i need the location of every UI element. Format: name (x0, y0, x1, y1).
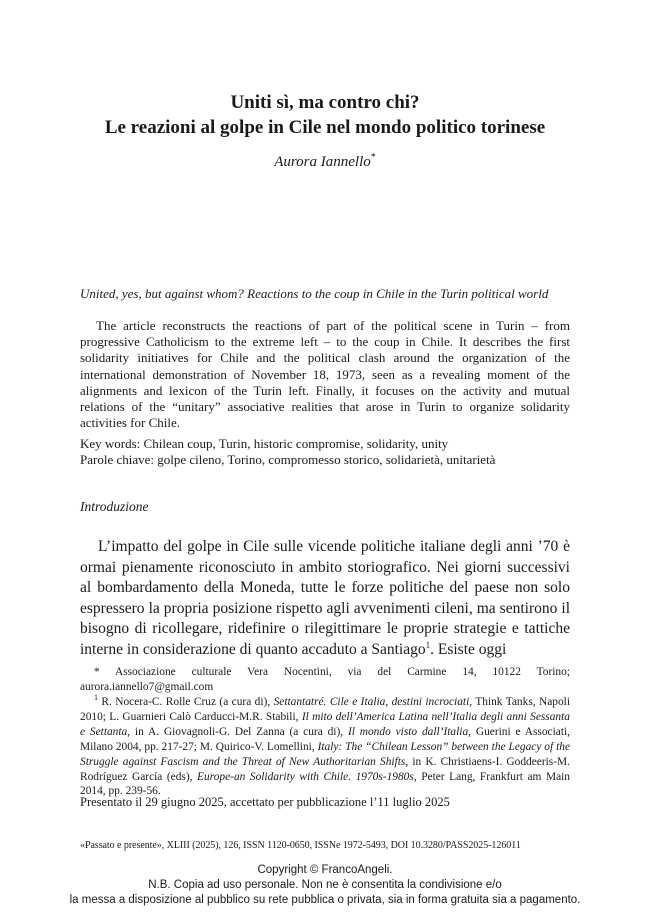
keywords-italian: Parole chiave: golpe cileno, Torino, compromesso storico, solidarietà, unitarietà (80, 452, 496, 467)
footnote-work-title: Settantatré. Cile e Italia, destini incrociati (273, 696, 470, 708)
paragraph-text-continued: . Esiste oggi (430, 640, 507, 658)
author-name-text: Aurora Iannello (274, 154, 371, 170)
body-paragraph (80, 537, 570, 661)
footnote-reference: 1 (425, 639, 431, 650)
abstract-body: The article reconstructs the reactions of part of the political scene in Turin – from progressive Catholicism to the extreme left – to the coup in Chile. It describes the first solidarity initiatives for Chile and the political clash around the organization of the international demonstration of November 18, 1973, seen as a revealing moment of the alignments and lexicon of the Turin left. Finally, it focuses on the activity and mutual relations of the “unitary” associative realities that arose in Turin to organize solidarity activities for Chile. (80, 318, 570, 431)
footnote-work-title: Europe-an Solidarity with Chile. 1970s-1980s (197, 770, 414, 783)
author-name (0, 152, 650, 171)
author-footnote: * Associazione culturale Vera Nocentini, via del Carmine 14, 10122 Torino; aurora.iannello7@gmail.com (80, 666, 570, 693)
section-heading: Introduzione (80, 499, 149, 514)
journal-citation: «Passato e presente», XLIII (2025), 126, ISSN 1120-0650, ISSNe 1972-5493, DOI 10.3280/PASS2025-126011 (80, 840, 521, 851)
footnote-text: , Guerini e Associati, Milano 2004, pp. 217-27; M. Quirico-V. Lomellini, (80, 725, 570, 753)
paragraph-text: L’impatto del golpe in Cile sulle vicende politiche italiane degli anni ’70 è ormai pienamente riconosciuto in ambito storiografico. Nei giorni successivi al bombardamento della Moneda, tutte le forze politiche del paese non solo espressero la propria posizione rispetto agli avvenimenti cileni, ma sentirono il bisogno di ricollegare, ridefinire o rilegittimare le proprie strategie e tattiche interne in considerazione di quanto accaduto a Santiago (80, 538, 570, 658)
footnote-work-title: Il mito dell’America Latina nell’Italia degli anni Sessanta e Settanta (80, 710, 570, 738)
footnote-text: , Think Tanks, Napoli 2010; L. Guarnieri Calò Carducci-M.R. Stabili, (80, 696, 571, 723)
footnote-1-number: 1 (94, 693, 98, 703)
keywords-english: Key words: Chilean coup, Turin, historic compromise, solidarity, unity (80, 436, 449, 451)
footnote-text: R. Nocera-C. Rolle Cruz (a cura di), (98, 696, 274, 708)
submission-dates: Presentato il 29 giugno 2025, accettato per pubblicazione l’11 luglio 2025 (80, 795, 450, 809)
footnote-text: , in A. Giovagnoli-G. Del Zanna (a cura di), (127, 725, 348, 738)
copyright-line: Copyright © FrancoAngeli. (257, 864, 393, 876)
footnote-1 (80, 695, 570, 799)
footnote-text: , in K. Christiaens-I. Goddeeris-M. Rodríguez García (eds), (80, 755, 570, 783)
abstract-title: United, yes, but against whom? Reactions to the coup in Chile in the Turin political world (80, 286, 549, 301)
article-title-line-2: Le reazioni al golpe in Cile nel mondo politico torinese (104, 117, 546, 138)
author-note-mark: * (370, 152, 376, 163)
license-notice-line-2: la messa a disposizione al pubblico su rete pubblica o privata, sia in forma gratuita sia a pagamento. (69, 894, 581, 906)
license-notice-line-1: N.B. Copia ad uso personale. Non ne è consentita la condivisione e/o (148, 879, 502, 891)
footnote-work-title: Il mondo visto dall’Italia (347, 725, 469, 738)
footnote-work-title: Italy: The “Chilean Lesson” between the Legacy of the Struggle against Fascism and the Threat of New Authoritarian Shifts (80, 740, 571, 768)
article-title-line-1: Uniti sì, ma contro chi? (230, 92, 420, 113)
footnote-text: , Peter Lang, Frankfurt am Main 2014, pp. 239-56. (80, 770, 570, 798)
